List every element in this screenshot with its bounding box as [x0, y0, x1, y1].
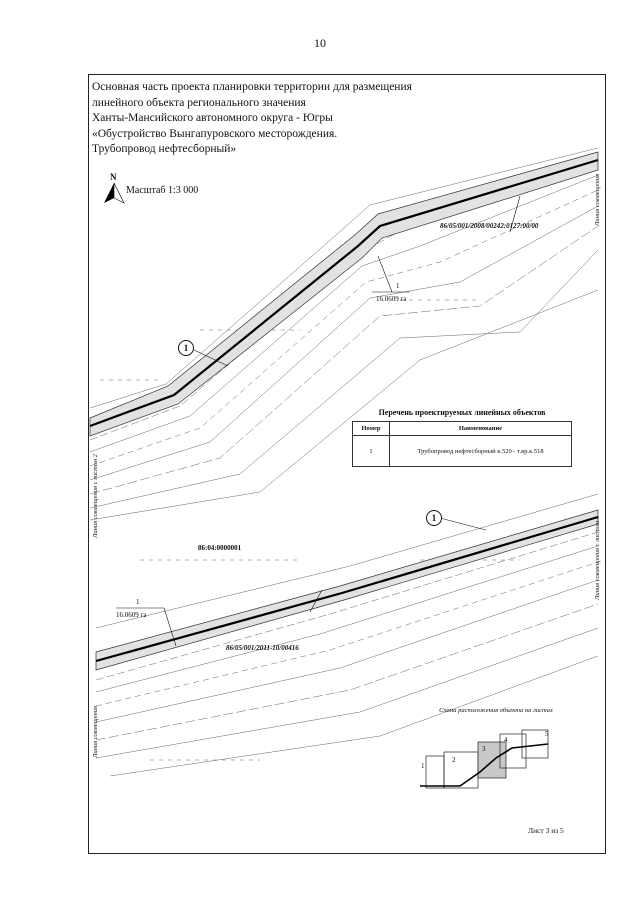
scheme-sheet-1: 1 — [421, 762, 425, 770]
table-header-name: Наименование — [390, 422, 572, 436]
area-value-upper: 16.0609 га — [376, 295, 407, 303]
title-line: Основная часть проекта планировки территории для размещения — [92, 81, 412, 93]
match-line-label-upper-left: Линия совмещения с листом 2 — [92, 454, 99, 538]
scheme-sheet-5: 5 — [545, 730, 549, 738]
title-line: линейного объекта регионального значения — [92, 96, 306, 109]
title-line: Ханты-Мансийского автономного округа - Югры — [92, 112, 333, 124]
cadastral-number-lower: 86/05/001/2011-10/00416 — [226, 644, 299, 652]
scheme-sheet-3: 3 — [482, 745, 486, 753]
object-callout-upper: 1 — [178, 340, 194, 356]
area-value-lower: 16.0609 га — [116, 611, 147, 619]
area-number-lower: 1 — [136, 598, 140, 606]
pipeline-upper — [90, 160, 598, 426]
scheme-sheet-2: 2 — [452, 756, 456, 764]
location-scheme-title: Схема расположения объекта на листах — [439, 707, 553, 714]
table-cell-name: Трубопровод нефтесборный к.520 - т.вр.к.518 — [390, 436, 572, 467]
match-line-label-lower-left: Линия совмещения — [92, 705, 99, 758]
objects-table — [352, 421, 572, 467]
cadastral-block: 86:04:0000001 — [198, 544, 242, 552]
match-line-label-lower-right: Линия совмещения с листом 4 — [594, 516, 601, 600]
page-number: 10 — [314, 36, 326, 50]
match-line-label-upper-right: Линия совмещения — [594, 173, 601, 226]
table-cell-number: 1 — [353, 436, 390, 467]
north-arrow-icon — [104, 183, 124, 203]
sheet-number: Лист 3 из 5 — [528, 826, 564, 835]
objects-table-title: Перечень проектируемых линейных объектов — [378, 408, 546, 417]
objects-table-block — [352, 408, 572, 467]
object-callout-lower: 1 — [426, 510, 442, 526]
table-row — [353, 436, 572, 467]
table-header-number: Номер — [353, 422, 390, 436]
title-line: «Обустройство Вынгапуровского месторождения. — [92, 127, 338, 140]
scheme-sheet-4: 4 — [504, 736, 508, 744]
title-line: Трубопровод нефтесборный» — [92, 143, 237, 155]
area-number-upper: 1 — [396, 282, 400, 290]
scale-label: Масштаб 1:3 000 — [126, 185, 199, 196]
north-label: N — [110, 172, 117, 182]
lower-corridor-band — [96, 510, 598, 670]
cadastral-number-upper: 86/05/001/2008/00242:0127:00/00 — [440, 222, 539, 230]
location-scheme-diagram — [420, 730, 548, 788]
